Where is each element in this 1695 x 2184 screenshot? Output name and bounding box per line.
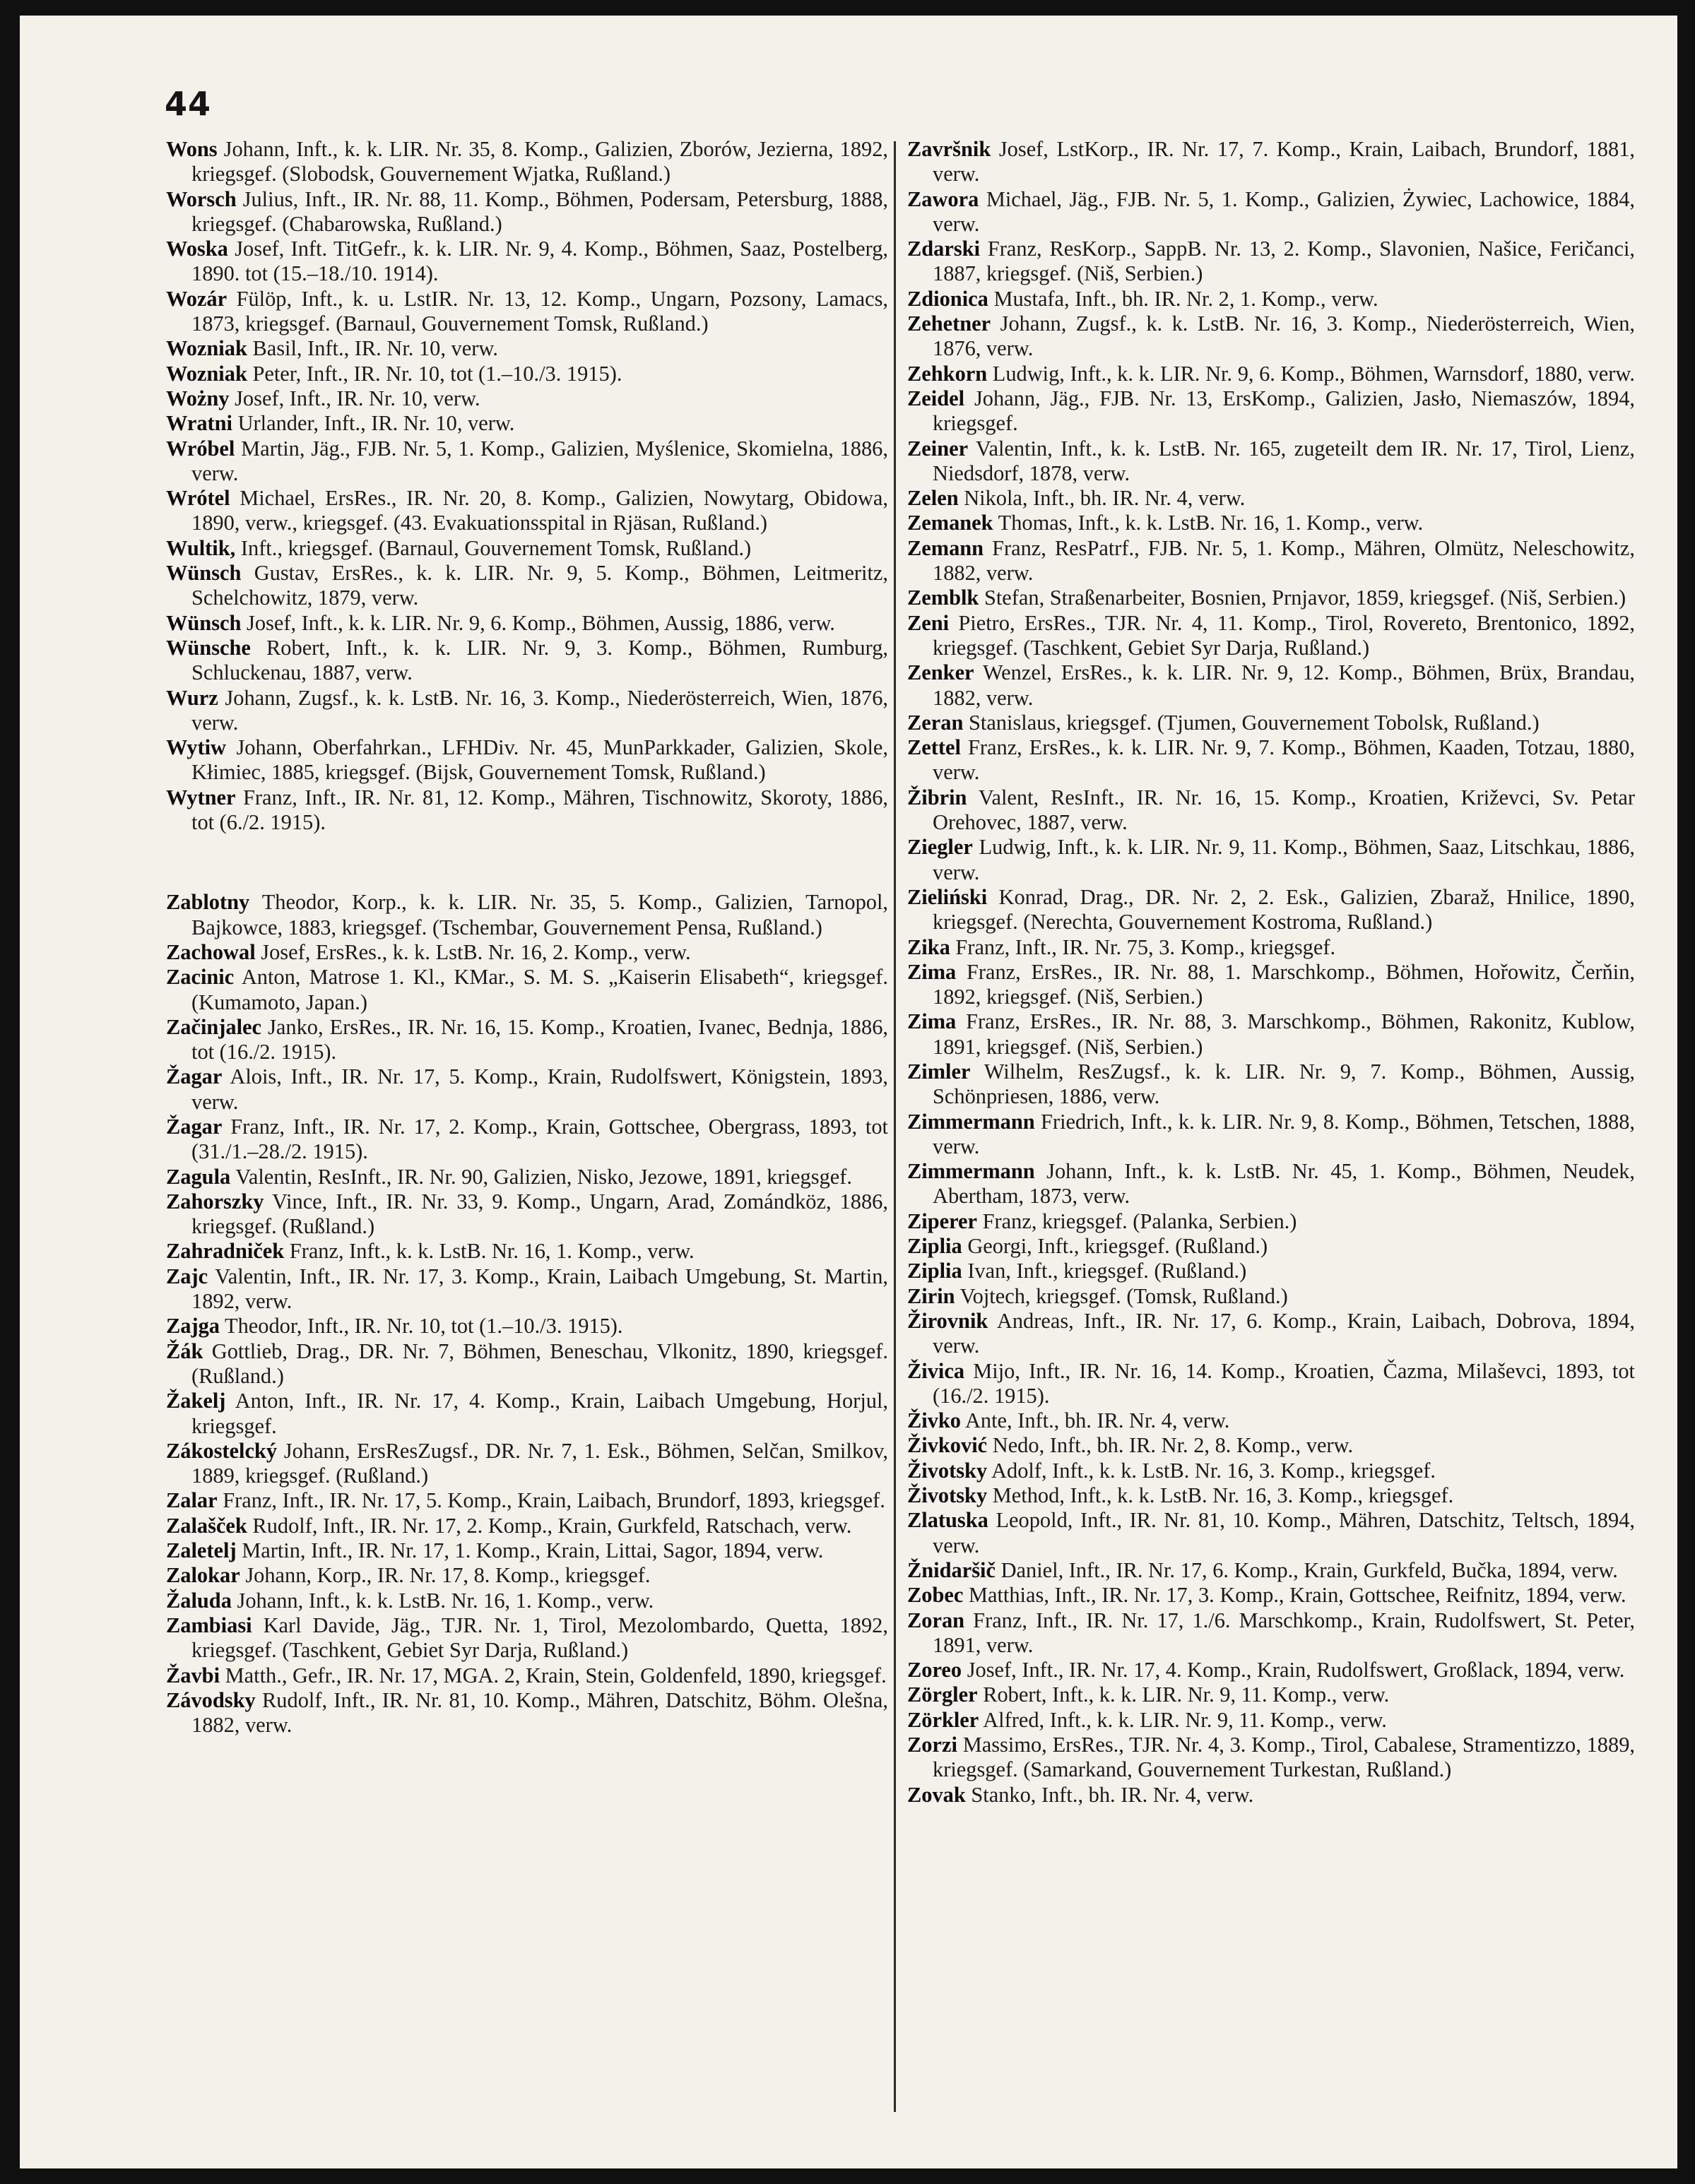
register-entry bbox=[907, 1259, 1635, 1283]
entry-details: Pietro, ErsRes., TJR. Nr. 4, 11. Komp., Tirol, Rovereto, Brentonico, 1892, kriegsgef. (Taschkent, Gebiet Syr Darja, Rußland.) bbox=[933, 610, 1635, 660]
register-entry bbox=[907, 1009, 1635, 1060]
register-entry bbox=[166, 611, 888, 636]
entry-details: Robert, Inft., k. k. LIR. Nr. 9, 11. Komp., verw. bbox=[983, 1682, 1390, 1707]
entry-surname: Zagula bbox=[166, 1164, 231, 1189]
entry-surname: Wünsche bbox=[166, 635, 251, 660]
entry-details: Ante, Inft., bh. IR. Nr. 4, verw. bbox=[964, 1408, 1230, 1433]
register-entry bbox=[166, 1314, 888, 1339]
register-entry bbox=[166, 1439, 888, 1489]
register-entry bbox=[907, 1483, 1635, 1508]
entry-surname: Zalokar bbox=[166, 1563, 240, 1588]
entry-details: Michael, ErsRes., IR. Nr. 20, 8. Komp., Galizien, Nowytarg, Obidowa, 1890, verw., kriegsgef. (43. Evakuationsspital in Rjäsan, Rußland.) bbox=[191, 486, 888, 535]
entry-surname: Zawora bbox=[907, 186, 979, 211]
register-entry bbox=[166, 1514, 888, 1538]
entry-surname: Zimmermann bbox=[907, 1109, 1035, 1134]
entry-details: Peter, Inft., IR. Nr. 10, tot (1.–10./3. 1915). bbox=[252, 361, 622, 386]
register-entry bbox=[907, 711, 1635, 735]
section-gap bbox=[166, 835, 888, 890]
register-entry bbox=[907, 1433, 1635, 1458]
entry-details: Inft., kriegsgef. (Barnaul, Gouvernement Tomsk, Rußland.) bbox=[240, 535, 752, 560]
register-entry bbox=[166, 1064, 888, 1115]
entry-surname: Zacinic bbox=[166, 965, 235, 990]
register-entry bbox=[907, 1110, 1635, 1160]
register-entry bbox=[907, 1359, 1635, 1409]
register-entry bbox=[166, 411, 888, 436]
register-entry bbox=[166, 1189, 888, 1240]
entry-details: Mijo, Inft., IR. Nr. 16, 14. Komp., Kroatien, Čazma, Milaševci, 1893, tot (16./2. 1915). bbox=[933, 1358, 1635, 1408]
register-entry bbox=[166, 636, 888, 686]
entry-details: Rudolf, Inft., IR. Nr. 81, 10. Komp., Mähren, Datschitz, Böhm. Olešna, 1882, verw. bbox=[191, 1687, 888, 1738]
entry-details: Franz, Inft., IR. Nr. 17, 5. Komp., Krain, Laibach, Brundorf, 1893, kriegsgef. bbox=[223, 1488, 885, 1513]
register-entry bbox=[166, 940, 888, 965]
entry-surname: Zablotny bbox=[166, 890, 250, 915]
entry-details: Alois, Inft., IR. Nr. 17, 5. Komp., Krain, Rudolfswert, Königstein, 1893, verw. bbox=[191, 1064, 888, 1114]
entry-details: Janko, ErsRes., IR. Nr. 16, 15. Komp., Kroatien, Ivanec, Bednja, 1886, tot (16./2. 1915). bbox=[191, 1014, 888, 1064]
entry-details: Valent, ResInft., IR. Nr. 16, 15. Komp., Kroatien, Križevci, Sv. Petar Orehovec, 1887, verw. bbox=[933, 785, 1635, 835]
entry-surname: Wróbel bbox=[166, 436, 235, 461]
entry-surname: Zovak bbox=[907, 1782, 966, 1807]
entry-details: Johann, Korp., IR. Nr. 17, 8. Komp., kriegsgef. bbox=[245, 1563, 651, 1588]
entry-details: Robert, Inft., k. k. LIR. Nr. 9, 3. Komp., Böhmen, Rumburg, Schluckenau, 1887, verw. bbox=[191, 635, 888, 685]
entry-surname: Zajga bbox=[166, 1314, 220, 1339]
entry-surname: Wratni bbox=[166, 411, 232, 436]
register-entry bbox=[166, 686, 888, 736]
entry-details: Johann, Inft., k. k. LstB. Nr. 45, 1. Komp., Böhmen, Neudek, Abertham, 1873, verw. bbox=[933, 1159, 1635, 1209]
entry-surname: Zehkorn bbox=[907, 361, 988, 386]
register-entry bbox=[907, 1682, 1635, 1707]
entry-surname: Zettel bbox=[907, 735, 961, 760]
entry-surname: Zima bbox=[907, 1009, 957, 1034]
register-entry bbox=[907, 586, 1635, 610]
entry-details: Fülöp, Inft., k. u. LstIR. Nr. 13, 12. Komp., Ungarn, Pozsony, Lamacs, 1873, kriegsgef. (Barnaul, Gouvernement Tomsk, Rußland.) bbox=[191, 286, 888, 336]
entry-details: Konrad, Drag., DR. Nr. 2, 2. Esk., Galizien, Zbaraž, Hnilice, 1890, kriegsgef. (Nerechta, Gouvernement Kostroma, Rußland.) bbox=[933, 884, 1635, 934]
entry-surname: Zajc bbox=[166, 1264, 208, 1288]
register-entry bbox=[166, 237, 888, 287]
entry-surname: Zelen bbox=[907, 486, 959, 511]
entry-details: Josef, Inft. TitGefr., k. k. LIR. Nr. 9, 4. Komp., Böhmen, Saaz, Postelberg, 1890. tot (15.–18./10. 1914). bbox=[191, 237, 888, 286]
register-entry bbox=[907, 1060, 1635, 1110]
register-entry bbox=[166, 1264, 888, 1314]
entry-surname: Zdarski bbox=[907, 237, 981, 261]
register-entry bbox=[166, 735, 888, 785]
entry-surname: Zlatuska bbox=[907, 1508, 988, 1533]
entry-details: Anton, Matrose 1. Kl., KMar., S. M. S. „Kaiserin Elisabeth“, kriegsgef. (Kumamoto, Japan.) bbox=[191, 965, 888, 1014]
register-entry bbox=[166, 1488, 888, 1513]
entry-surname: Zoran bbox=[907, 1608, 965, 1632]
entry-surname: Žák bbox=[166, 1339, 203, 1363]
entry-surname: Ziperer bbox=[907, 1209, 978, 1233]
page-number: 44 bbox=[165, 85, 212, 123]
register-entry bbox=[166, 1663, 888, 1688]
entry-details: Josef, LstKorp., IR. Nr. 17, 7. Komp., Krain, Laibach, Brundorf, 1881, verw. bbox=[933, 137, 1635, 186]
entry-surname: Zika bbox=[907, 934, 950, 959]
entry-surname: Začinjalec bbox=[166, 1014, 262, 1039]
register-entry bbox=[907, 785, 1635, 836]
register-entry bbox=[166, 187, 888, 237]
register-entry bbox=[907, 311, 1635, 362]
entry-surname: Wozár bbox=[166, 286, 228, 311]
register-entry bbox=[907, 1608, 1635, 1658]
entry-details: Josef, Inft., IR. Nr. 10, verw. bbox=[235, 386, 480, 410]
entry-details: Gottlieb, Drag., DR. Nr. 7, Böhmen, Beneschau, Vlkonitz, 1890, kriegsgef. (Rußland.) bbox=[191, 1339, 889, 1388]
register-entry bbox=[907, 1159, 1635, 1209]
register-entry bbox=[907, 885, 1635, 935]
entry-surname: Zambiasi bbox=[166, 1613, 252, 1637]
entry-surname: Životsky bbox=[907, 1483, 988, 1508]
entry-surname: Wożny bbox=[166, 386, 230, 410]
register-entry bbox=[907, 960, 1635, 1010]
entry-surname: Žnidaršič bbox=[907, 1557, 996, 1582]
entry-details: Valentin, Inft., IR. Nr. 17, 3. Komp., Krain, Laibach Umgebung, St. Martin, 1892, verw. bbox=[191, 1264, 888, 1314]
entry-details: Johann, Inft., k. k. LIR. Nr. 35, 8. Komp., Galizien, Zborów, Jezierna, 1892, kriegsgef. (Slobodsk, Gouvernement Wjatka, Rußland.) bbox=[191, 137, 888, 186]
entry-surname: Zieliński bbox=[907, 884, 988, 909]
register-entry bbox=[166, 362, 888, 386]
register-entry bbox=[907, 1284, 1635, 1309]
register-entry bbox=[907, 536, 1635, 586]
entry-surname: Woska bbox=[166, 237, 228, 261]
register-entry bbox=[907, 287, 1635, 311]
entry-details: Massimo, ErsRes., TJR. Nr. 4, 3. Komp., Tirol, Cabalese, Stramentizzo, 1889, kriegsgef. (Samarkand, Gouvernement Turkestan, Rußland.) bbox=[933, 1733, 1635, 1782]
entry-details: Martin, Inft., IR. Nr. 17, 1. Komp., Krain, Littai, Sagor, 1894, verw. bbox=[242, 1538, 824, 1563]
register-entry bbox=[166, 386, 888, 411]
entry-surname: Ziegler bbox=[907, 835, 973, 860]
register-entry bbox=[907, 1733, 1635, 1783]
entry-details: Matth., Gefr., IR. Nr. 17, MGA. 2, Krain, Stein, Goldenfeld, 1890, kriegsgef. bbox=[225, 1663, 887, 1687]
entry-surname: Wultik, bbox=[166, 535, 236, 560]
entry-surname: Žakelj bbox=[166, 1389, 226, 1413]
register-entry bbox=[907, 486, 1635, 511]
entry-details: Ludwig, Inft., k. k. LIR. Nr. 9, 11. Komp., Böhmen, Saaz, Litschkau, 1886, verw. bbox=[933, 835, 1635, 884]
entry-details: Johann, Oberfahrkan., LFHDiv. Nr. 45, MunParkkader, Galizien, Skole, Kłimiec, 1885, kriegsgef. (Bijsk, Gouvernement Tomsk, Rußland.) bbox=[191, 735, 888, 785]
entry-surname: Zeran bbox=[907, 710, 964, 735]
register-entry bbox=[907, 935, 1635, 960]
entry-surname: Zemanek bbox=[907, 511, 993, 535]
entry-details: Josef, ErsRes., k. k. LstB. Nr. 16, 2. Komp., verw. bbox=[261, 939, 691, 964]
register-entry bbox=[166, 1613, 888, 1663]
entry-surname: Živković bbox=[907, 1433, 988, 1458]
register-entry bbox=[907, 437, 1635, 487]
entry-details: Johann, Zugsf., k. k. LstB. Nr. 16, 3. Komp., Niederösterreich, Wien, 1876, verw. bbox=[933, 311, 1635, 361]
register-entry bbox=[166, 137, 888, 187]
entry-details: Johann, Jäg., FJB. Nr. 13, ErsKomp., Galizien, Jasło, Niemaszów, 1894, kriegsgef. bbox=[933, 386, 1635, 436]
entry-details: Franz, Inft., k. k. LstB. Nr. 16, 1. Komp., verw. bbox=[289, 1239, 695, 1264]
register-entry bbox=[166, 1538, 888, 1563]
entry-surname: Wozniak bbox=[166, 361, 247, 386]
register-entry bbox=[907, 1708, 1635, 1733]
right-column bbox=[907, 137, 1635, 1808]
register-entry bbox=[907, 735, 1635, 785]
register-entry bbox=[907, 1658, 1635, 1682]
entry-details: Ludwig, Inft., k. k. LIR. Nr. 9, 6. Komp., Böhmen, Warnsdorf, 1880, verw. bbox=[992, 361, 1635, 386]
entry-surname: Wrótel bbox=[166, 486, 230, 511]
entry-surname: Žagar bbox=[166, 1114, 223, 1139]
entry-surname: Zenker bbox=[907, 660, 974, 685]
entry-details: Mustafa, Inft., bh. IR. Nr. 2, 1. Komp., verw. bbox=[993, 286, 1378, 311]
left-column bbox=[166, 137, 888, 1738]
register-entry bbox=[907, 362, 1635, 386]
entry-surname: Živica bbox=[907, 1358, 965, 1383]
entry-surname: Závodsky bbox=[166, 1687, 256, 1712]
entry-details: Valentin, Inft., k. k. LstB. Nr. 165, zugeteilt dem IR. Nr. 17, Tirol, Lienz, Niedsdorf, 1878, verw. bbox=[933, 436, 1635, 485]
register-entry bbox=[166, 1239, 888, 1264]
entry-details: Stefan, Straßenarbeiter, Bosnien, Prnjavor, 1859, kriegsgef. (Niš, Serbien.) bbox=[984, 586, 1626, 610]
entry-details: Julius, Inft., IR. Nr. 88, 11. Komp., Böhmen, Podersam, Petersburg, 1888, kriegsgef. (Chabarowska, Rußland.) bbox=[191, 186, 888, 236]
register-entry bbox=[907, 137, 1635, 187]
entry-details: Franz, kriegsgef. (Palanka, Serbien.) bbox=[982, 1209, 1297, 1233]
entry-details: Thomas, Inft., k. k. LstB. Nr. 16, 1. Komp., verw. bbox=[998, 511, 1424, 535]
entry-surname: Wünsch bbox=[166, 561, 242, 586]
entry-details: Franz, Inft., IR. Nr. 17, 1./6. Marschkomp., Krain, Rudolfswert, St. Peter, 1891, verw. bbox=[933, 1608, 1635, 1657]
register-entry bbox=[166, 1015, 888, 1065]
register-entry bbox=[166, 1115, 888, 1165]
entry-surname: Žibrin bbox=[907, 785, 967, 809]
register-entry bbox=[166, 561, 888, 611]
entry-surname: Zeiner bbox=[907, 436, 969, 461]
register-entry bbox=[166, 890, 888, 940]
entry-surname: Zeidel bbox=[907, 386, 965, 410]
entry-details: Georgi, Inft., kriegsgef. (Rußland.) bbox=[967, 1234, 1268, 1259]
entry-details: Franz, ErsRes., IR. Nr. 88, 1. Marschkomp., Böhmen, Hořowitz, Čerňin, 1892, kriegsgef. (Niš, Serbien.) bbox=[933, 959, 1635, 1009]
entry-surname: Zehetner bbox=[907, 311, 991, 336]
entry-details: Karl Davide, Jäg., TJR. Nr. 1, Tirol, Mezolombardo, Quetta, 1892, kriegsgef. (Taschkent, Gebiet Syr Darja, Rußland.) bbox=[191, 1613, 888, 1663]
entry-details: Valentin, ResInft., IR. Nr. 90, Galizien, Nisko, Jezowe, 1891, kriegsgef. bbox=[235, 1164, 852, 1189]
register-entry bbox=[907, 237, 1635, 287]
register-entry bbox=[907, 1583, 1635, 1608]
entry-surname: Zdionica bbox=[907, 286, 988, 311]
entry-surname: Ziplia bbox=[907, 1259, 962, 1283]
entry-details: Wenzel, ErsRes., k. k. LIR. Nr. 9, 12. Komp., Böhmen, Brüx, Brandau, 1882, verw. bbox=[933, 660, 1635, 710]
register-entry bbox=[166, 1688, 888, 1738]
register-entry bbox=[907, 1309, 1635, 1359]
register-entry bbox=[907, 386, 1635, 437]
entry-surname: Worsch bbox=[166, 186, 237, 211]
entry-details: Franz, ErsRes., IR. Nr. 88, 3. Marschkomp., Böhmen, Rakonitz, Kublow, 1891, kriegsgef. (Niš, Serbien.) bbox=[933, 1009, 1635, 1059]
entry-surname: Zima bbox=[907, 959, 957, 984]
entry-surname: Završnik bbox=[907, 137, 991, 161]
entry-details: Johann, ErsResZugsf., DR. Nr. 7, 1. Esk., Böhmen, Selčan, Smilkov, 1889, kriegsgef. (Rußland.) bbox=[191, 1438, 888, 1488]
entry-details: Friedrich, Inft., k. k. LIR. Nr. 9, 8. Komp., Böhmen, Tetschen, 1888, verw. bbox=[933, 1109, 1635, 1158]
document-page bbox=[20, 16, 1677, 2168]
entry-details: Michael, Jäg., FJB. Nr. 5, 1. Komp., Galizien, Żywiec, Lachowice, 1884, verw. bbox=[933, 186, 1635, 236]
register-entry bbox=[166, 486, 888, 536]
entry-surname: Zimler bbox=[907, 1059, 971, 1084]
entry-details: Franz, Inft., IR. Nr. 81, 12. Komp., Mähren, Tischnowitz, Skoroty, 1886, tot (6./2. 1915). bbox=[191, 785, 888, 835]
entry-surname: Wurz bbox=[166, 685, 218, 710]
entry-details: Franz, Inft., IR. Nr. 17, 2. Komp., Krain, Gottschee, Obergrass, 1893, tot (31./1.–28./2. 1915). bbox=[191, 1114, 888, 1164]
entry-details: Leopold, Inft., IR. Nr. 81, 10. Komp., Mähren, Datschitz, Teltsch, 1894, verw. bbox=[933, 1508, 1635, 1557]
entry-details: Franz, ErsRes., k. k. LIR. Nr. 9, 7. Komp., Böhmen, Kaaden, Totzau, 1880, verw. bbox=[933, 735, 1635, 785]
entry-surname: Zemann bbox=[907, 535, 984, 560]
entry-surname: Zemblk bbox=[907, 586, 979, 610]
entry-surname: Živko bbox=[907, 1408, 962, 1433]
entry-surname: Ziplia bbox=[907, 1234, 962, 1259]
register-entry bbox=[907, 835, 1635, 885]
entry-details: Josef, Inft., IR. Nr. 17, 4. Komp., Krain, Rudolfswert, Großlack, 1894, verw. bbox=[967, 1658, 1625, 1682]
entry-surname: Žavbi bbox=[166, 1663, 220, 1687]
entry-details: Daniel, Inft., IR. Nr. 17, 6. Komp., Krain, Gurkfeld, Bučka, 1894, verw. bbox=[1000, 1557, 1618, 1582]
register-entry bbox=[166, 1589, 888, 1613]
entry-surname: Žagar bbox=[166, 1064, 223, 1089]
column-divider bbox=[894, 141, 896, 2112]
entry-surname: Zalar bbox=[166, 1488, 218, 1513]
register-entry bbox=[907, 1558, 1635, 1583]
entry-surname: Zeni bbox=[907, 610, 950, 635]
entry-surname: Životsky bbox=[907, 1458, 988, 1483]
entry-surname: Wons bbox=[166, 137, 218, 161]
entry-details: Gustav, ErsRes., k. k. LIR. Nr. 9, 5. Komp., Böhmen, Leitmeritz, Schelchowitz, 1879, verw. bbox=[191, 561, 888, 610]
entry-details: Wilhelm, ResZugsf., k. k. LIR. Nr. 9, 7. Komp., Böhmen, Aussig, Schönpriesen, 1886, verw. bbox=[933, 1059, 1635, 1109]
register-entry bbox=[166, 336, 888, 361]
entry-details: Matthias, Inft., IR. Nr. 17, 3. Komp., Krain, Gottschee, Reifnitz, 1894, verw. bbox=[968, 1583, 1626, 1608]
register-entry bbox=[907, 1209, 1635, 1234]
entry-details: Rudolf, Inft., IR. Nr. 17, 2. Komp., Krain, Gurkfeld, Ratschach, verw. bbox=[252, 1513, 852, 1538]
register-entry bbox=[907, 611, 1635, 661]
register-entry bbox=[907, 511, 1635, 535]
entry-details: Andreas, Inft., IR. Nr. 17, 6. Komp., Krain, Laibach, Dobrova, 1894, verw. bbox=[933, 1308, 1635, 1358]
register-entry bbox=[907, 1783, 1635, 1808]
entry-surname: Zákostelcký bbox=[166, 1438, 278, 1463]
entry-details: Josef, Inft., k. k. LIR. Nr. 9, 6. Komp., Böhmen, Aussig, 1886, verw. bbox=[247, 610, 835, 635]
entry-details: Theodor, Korp., k. k. LIR. Nr. 35, 5. Komp., Galizien, Tarnopol, Bajkowce, 1883, kriegsgef. (Tschembar, Gouvernement Pensa, Rußland.) bbox=[191, 890, 888, 939]
entry-details: Stanko, Inft., bh. IR. Nr. 4, verw. bbox=[971, 1782, 1254, 1807]
entry-details: Johann, Zugsf., k. k. LstB. Nr. 16, 3. Komp., Niederösterreich, Wien, 1876, verw. bbox=[191, 685, 888, 735]
register-entry bbox=[907, 187, 1635, 237]
entry-surname: Zörkler bbox=[907, 1707, 979, 1732]
register-entry bbox=[907, 1459, 1635, 1483]
entry-surname: Wytner bbox=[166, 785, 236, 809]
register-entry bbox=[907, 1508, 1635, 1558]
entry-surname: Zalašček bbox=[166, 1513, 247, 1538]
entry-surname: Zahradniček bbox=[166, 1239, 285, 1264]
register-entry bbox=[166, 437, 888, 487]
entry-details: Vince, Inft., IR. Nr. 33, 9. Komp., Ungarn, Arad, Zomándköz, 1886, kriegsgef. (Rußland.) bbox=[191, 1189, 888, 1239]
entry-surname: Žaluda bbox=[166, 1588, 232, 1613]
entry-details: Vojtech, kriegsgef. (Tomsk, Rußland.) bbox=[959, 1283, 1288, 1308]
register-entry bbox=[166, 1339, 888, 1389]
entry-details: Urlander, Inft., IR. Nr. 10, verw. bbox=[237, 411, 515, 436]
entry-details: Johann, Inft., k. k. LstB. Nr. 16, 1. Komp., verw. bbox=[237, 1588, 654, 1613]
entry-surname: Žirovnik bbox=[907, 1308, 988, 1333]
register-entry bbox=[166, 287, 888, 337]
register-entry bbox=[166, 785, 888, 836]
entry-surname: Zahorszky bbox=[166, 1189, 264, 1213]
register-entry bbox=[166, 536, 888, 561]
register-entry bbox=[166, 1165, 888, 1189]
entry-surname: Wytiw bbox=[166, 735, 226, 760]
entry-details: Adolf, Inft., k. k. LstB. Nr. 16, 3. Komp., kriegsgef. bbox=[991, 1458, 1436, 1483]
entry-surname: Wünsch bbox=[166, 610, 242, 635]
register-entry bbox=[907, 1408, 1635, 1433]
entry-surname: Zaletelj bbox=[166, 1538, 237, 1563]
register-entry bbox=[166, 965, 888, 1015]
entry-details: Franz, ResKorp., SappB. Nr. 13, 2. Komp., Slavonien, Našice, Feričanci, 1887, kriegsgef. (Niš, Serbien.) bbox=[933, 237, 1635, 286]
entry-surname: Zirin bbox=[907, 1283, 955, 1308]
register-entry bbox=[166, 1563, 888, 1588]
entry-details: Stanislaus, kriegsgef. (Tjumen, Gouvernement Tobolsk, Rußland.) bbox=[968, 710, 1540, 735]
entry-details: Method, Inft., k. k. LstB. Nr. 16, 3. Komp., kriegsgef. bbox=[992, 1483, 1454, 1508]
entry-surname: Wozniak bbox=[166, 336, 247, 361]
entry-details: Martin, Jäg., FJB. Nr. 5, 1. Komp., Galizien, Myślenice, Skomielna, 1886, verw. bbox=[191, 436, 888, 485]
entry-details: Franz, ResPatrf., FJB. Nr. 5, 1. Komp., Mähren, Olmütz, Neleschowitz, 1882, verw. bbox=[933, 535, 1635, 586]
entry-details: Ivan, Inft., kriegsgef. (Rußland.) bbox=[967, 1259, 1247, 1283]
register-entry bbox=[166, 1389, 888, 1439]
entry-details: Nikola, Inft., bh. IR. Nr. 4, verw. bbox=[964, 486, 1246, 511]
entry-surname: Zorzi bbox=[907, 1733, 957, 1757]
entry-surname: Zobec bbox=[907, 1583, 964, 1608]
entry-details: Anton, Inft., IR. Nr. 17, 4. Komp., Krain, Laibach Umgebung, Horjul, kriegsgef. bbox=[191, 1389, 889, 1438]
entry-details: Nedo, Inft., bh. IR. Nr. 2, 8. Komp., verw. bbox=[992, 1433, 1354, 1458]
entry-details: Basil, Inft., IR. Nr. 10, verw. bbox=[252, 336, 498, 361]
entry-surname: Zimmermann bbox=[907, 1159, 1035, 1184]
register-entry bbox=[907, 1234, 1635, 1259]
entry-details: Theodor, Inft., IR. Nr. 10, tot (1.–10./3. 1915). bbox=[225, 1314, 623, 1339]
entry-details: Alfred, Inft., k. k. LIR. Nr. 9, 11. Komp., verw. bbox=[983, 1707, 1387, 1732]
entry-surname: Zörgler bbox=[907, 1682, 978, 1707]
register-entry bbox=[907, 660, 1635, 711]
entry-surname: Zoreo bbox=[907, 1658, 962, 1682]
entry-details: Franz, Inft., IR. Nr. 75, 3. Komp., kriegsgef. bbox=[955, 934, 1336, 959]
entry-surname: Zachowal bbox=[166, 939, 256, 964]
